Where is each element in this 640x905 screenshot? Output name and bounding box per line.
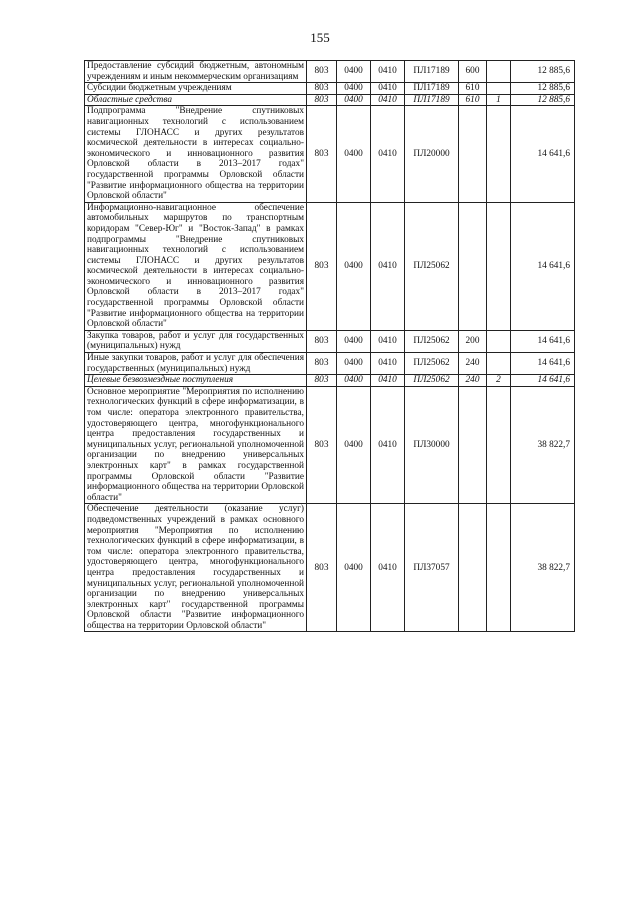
cell-src [487, 353, 511, 375]
cell-csr: ПЛ25062 [405, 330, 459, 352]
cell-rz: 0400 [337, 61, 371, 83]
cell-src [487, 83, 511, 95]
cell-gr: 803 [307, 330, 337, 352]
table-body [85, 61, 575, 632]
table-row [85, 94, 575, 106]
cell-pr: 0410 [371, 375, 405, 387]
cell-gr: 803 [307, 106, 337, 202]
cell-sum: 12 885,6 [511, 61, 575, 83]
cell-gr: 803 [307, 202, 337, 330]
cell-src: 2 [487, 375, 511, 387]
cell-src [487, 330, 511, 352]
cell-sum: 14 641,6 [511, 106, 575, 202]
cell-sum: 38 822,7 [511, 504, 575, 632]
cell-vr [459, 386, 487, 504]
cell-pr: 0410 [371, 61, 405, 83]
row-name: Основное мероприятие "Мероприятия по исполнению технологических функций в сфере информатизации, в том числе: оператора электронного правительства, удостоверяющего центра, многофункционального центра предоставления государственных и муниципальных услуг, региональной уполномоченной организации по внедрению универсальных электронных карт" в рамках государственной программы Орловской области "Развитие информационного общества на территории Орловской области" [85, 386, 307, 504]
row-name: Обеспечение деятельности (оказание услуг) подведомственных учреждений в рамках основного мероприятия "Мероприятия по исполнению технологических функций в сфере информатизации, в том числе: оператора электронного правительства, удостоверяющего центра, многофункционального центра предоставления государственных и муниципальных услуг, региональной уполномоченной организации по внедрению универсальных электронных карт" государственной программы Орловской области "Развитие информационного общества на территории Орловской области" [85, 504, 307, 632]
cell-rz: 0400 [337, 83, 371, 95]
cell-src [487, 504, 511, 632]
cell-pr: 0410 [371, 106, 405, 202]
cell-sum: 14 641,6 [511, 202, 575, 330]
cell-rz: 0400 [337, 202, 371, 330]
row-name: Закупка товаров, работ и услуг для государственных (муниципальных) нужд [85, 330, 307, 352]
cell-src [487, 386, 511, 504]
cell-sum: 14 641,6 [511, 375, 575, 387]
table-row [85, 202, 575, 330]
cell-sum: 12 885,6 [511, 94, 575, 106]
cell-vr: 600 [459, 61, 487, 83]
cell-pr: 0410 [371, 386, 405, 504]
table-row [85, 330, 575, 352]
table-row [85, 353, 575, 375]
cell-src [487, 106, 511, 202]
cell-rz: 0400 [337, 106, 371, 202]
row-name: Целевые безвозмездные поступления [85, 375, 307, 387]
cell-csr: ПЛ30000 [405, 386, 459, 504]
table-row [85, 386, 575, 504]
cell-rz: 0400 [337, 330, 371, 352]
row-name: Иные закупки товаров, работ и услуг для обеспечения государственных (муниципальных) нужд [85, 353, 307, 375]
cell-csr: ПЛ17189 [405, 83, 459, 95]
cell-gr: 803 [307, 504, 337, 632]
row-name: Информационно-навигационное обеспечение автомобильных маршрутов по транспортным коридорам "Север-Юг" и "Восток-Запад" в рамках подпрограммы "Внедрение спутниковых навигационных технологий с использованием системы ГЛОНАСС и других результатов космической деятельности в интересах социально-экономического и инновационного развития Орловской области в 2013–2017 годах" государственной программы Орловской области "Развитие информационного общества на территории Орловской области" [85, 202, 307, 330]
table-row [85, 83, 575, 95]
cell-src [487, 61, 511, 83]
cell-vr: 610 [459, 83, 487, 95]
cell-pr: 0410 [371, 83, 405, 95]
cell-rz: 0400 [337, 94, 371, 106]
cell-gr: 803 [307, 353, 337, 375]
cell-pr: 0410 [371, 353, 405, 375]
cell-gr: 803 [307, 386, 337, 504]
table-row [85, 375, 575, 387]
cell-sum: 14 641,6 [511, 330, 575, 352]
cell-sum: 38 822,7 [511, 386, 575, 504]
cell-vr: 240 [459, 353, 487, 375]
cell-sum: 12 885,6 [511, 83, 575, 95]
cell-pr: 0410 [371, 202, 405, 330]
cell-rz: 0400 [337, 353, 371, 375]
cell-vr: 610 [459, 94, 487, 106]
row-name: Областные средства [85, 94, 307, 106]
cell-gr: 803 [307, 61, 337, 83]
cell-pr: 0410 [371, 330, 405, 352]
page-number: 155 [310, 30, 330, 45]
budget-table [84, 60, 575, 632]
table-row [85, 504, 575, 632]
row-name: Предоставление субсидий бюджетным, автономным учреждениям и иным некоммерческим организациям [85, 61, 307, 83]
cell-csr: ПЛ37057 [405, 504, 459, 632]
cell-csr: ПЛ25062 [405, 202, 459, 330]
row-name: Субсидии бюджетным учреждениям [85, 83, 307, 95]
cell-vr [459, 202, 487, 330]
cell-src [487, 202, 511, 330]
cell-gr: 803 [307, 83, 337, 95]
cell-vr: 200 [459, 330, 487, 352]
table-row [85, 61, 575, 83]
table-row [85, 106, 575, 202]
cell-csr: ПЛ17189 [405, 61, 459, 83]
cell-csr: ПЛ25062 [405, 353, 459, 375]
cell-rz: 0400 [337, 504, 371, 632]
cell-csr: ПЛ20000 [405, 106, 459, 202]
cell-vr [459, 504, 487, 632]
cell-pr: 0410 [371, 504, 405, 632]
cell-csr: ПЛ17189 [405, 94, 459, 106]
cell-gr: 803 [307, 94, 337, 106]
cell-sum: 14 641,6 [511, 353, 575, 375]
cell-vr [459, 106, 487, 202]
cell-rz: 0400 [337, 386, 371, 504]
cell-rz: 0400 [337, 375, 371, 387]
cell-vr: 240 [459, 375, 487, 387]
cell-src: 1 [487, 94, 511, 106]
cell-csr: ПЛ25062 [405, 375, 459, 387]
row-name: Подпрограмма "Внедрение спутниковых навигационных технологий с использованием системы ГЛОНАСС и других результатов космической деятельности в интересах социально-экономического и инновационного развития Орловской области в 2013–2017 годах" государственной программы Орловской области "Развитие информационного общества на территории Орловской области" [85, 106, 307, 202]
cell-pr: 0410 [371, 94, 405, 106]
cell-gr: 803 [307, 375, 337, 387]
